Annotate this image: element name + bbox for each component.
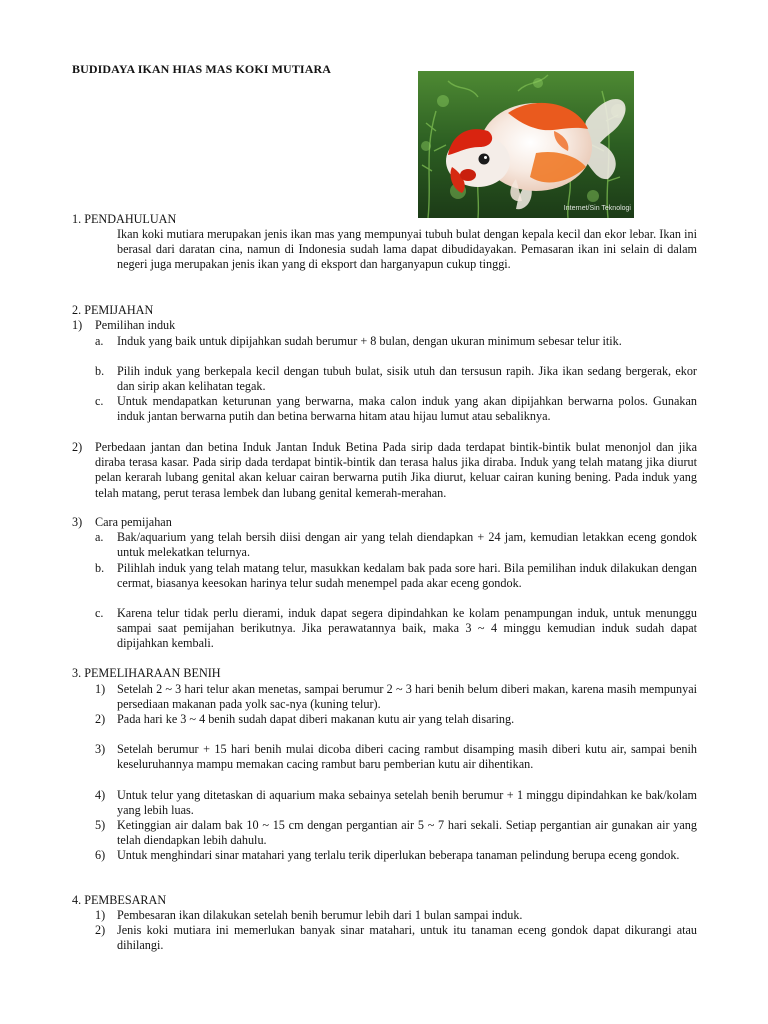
list-item-text: Pembesaran ikan dilakukan setelah benih berumur lebih dari 1 bulan sampai induk.	[117, 908, 523, 922]
list-item	[72, 515, 697, 531]
list-item	[95, 848, 697, 879]
section-1-paragraph: Ikan koki mutiara merupakan jenis ikan mas yang mempunyai tubuh bulat dengan kepala kecil dan ekor lebar. Ikan ini berasal dari daratan cina, namun di Indonesia sudah lama dapat dibudidayakan. Pemasaran ikan ini selain di dalam negeri juga merupakan jenis ikan yang di eksport dan harganyapun cukup tinggi.	[117, 227, 697, 272]
section-2-heading: 2. PEMIJAHAN	[72, 303, 154, 317]
photo-credit: Internet/Sin Teknologi	[563, 204, 631, 212]
goldfish-illustration	[418, 71, 634, 218]
list-item	[95, 394, 697, 440]
list-marker: c.	[95, 606, 104, 620]
subheading-pemilihan-induk: Pemilihan induk	[95, 318, 176, 332]
list-item-text: Karena telur tidak perlu dierami, induk dapat segera dipindahkan ke kolam penampungan induk, untuk menunggu sampai saat pemijahan berikutnya. Jika perawatannya baik, maka 3 ~ 4 minggu kemudian induk sudah dapat dipijahkan kembali.	[117, 606, 697, 651]
subheading-cara-pemijahan: Cara pemijahan	[95, 515, 172, 529]
list-item	[95, 908, 697, 924]
list-item	[95, 818, 697, 849]
list-item	[95, 742, 697, 788]
list-item-text: Untuk telur yang ditetaskan di aquarium maka sebainya setelah benih berumur + 1 minggu dipindahkan ke bak/kolam yang lebih luas.	[117, 788, 697, 818]
list-item	[95, 364, 697, 395]
list-item	[95, 682, 697, 713]
list-item-text: Untuk menghindari sinar matahari yang terlalu terik diperlukan beberapa tanaman pelindung berupa eceng gondok.	[117, 848, 680, 862]
list-item-text: Pilih induk yang berkepala kecil dengan tubuh bulat, sisik utuh dan tersusun rapih. Jika ikan sedang bergerak, ekor dan sirip akan kelihatan tegak.	[117, 364, 697, 394]
list-marker: 1)	[95, 682, 106, 696]
list-marker: a.	[95, 334, 104, 348]
list-item	[95, 530, 697, 561]
list-marker: c.	[95, 394, 104, 408]
list-item	[95, 561, 697, 607]
list-item	[95, 712, 697, 743]
list-item-text: Untuk mendapatkan keturunan yang berwarna, maka calon induk yang akan dipijahkan berwarna polos. Gunakan induk jantan berwarna putih dan betina berwarna hitam atau hijau lumut atau sebaliknya.	[117, 394, 697, 424]
list-marker: 3)	[95, 742, 106, 756]
list-item-text: Jenis koki mutiara ini memerlukan banyak sinar matahari, untuk itu tanaman eceng gondok dapat dikurangi atau dihilangi.	[117, 923, 697, 953]
list-marker: b.	[95, 364, 105, 378]
list-item-text: Ketinggian air dalam bak 10 ~ 15 cm dengan pergantian air 5 ~ 7 hari sekali. Setiap pergantian air gunakan air yang telah diendapkan lebih dahulu.	[117, 818, 697, 848]
list-item-text: Pilihlah induk yang telah matang telur, masukkan kedalam bak pada sore hari. Bila pemilihan induk dilakukan dengan cermat, biasanya keesokan harinya telur sudah menempel pada akar eceng gondok.	[117, 561, 697, 591]
list-marker: 3)	[72, 515, 83, 529]
list-marker: 4)	[95, 788, 106, 802]
list-item-text: Induk yang baik untuk dipijahkan sudah berumur + 8 bulan, dengan ukuran minimum sebesar telur itik.	[117, 334, 622, 348]
list-item	[72, 318, 697, 334]
list-item	[95, 788, 697, 819]
section-3-heading: 3. PEMELIHARAAN BENIH	[72, 666, 221, 680]
list-item-text: Setelah 2 ~ 3 hari telur akan menetas, sampai berumur 2 ~ 3 hari benih belum diberi makan, karena masih mempunyai persediaan makanan pada yolk sac-nya (kuning telur).	[117, 682, 697, 712]
list-marker: 1)	[72, 318, 83, 332]
list-marker: 2)	[95, 712, 106, 726]
section-1-heading: 1. PENDAHULUAN	[72, 212, 177, 226]
list-item	[95, 923, 697, 954]
document-title: BUDIDAYA IKAN HIAS MAS KOKI MUTIARA	[72, 62, 331, 76]
list-item-text: Setelah berumur + 15 hari benih mulai dicoba diberi cacing rambut disamping masih diberi kutu air, sampai benih keseluruhannya mampu memakan cacing rambut baru pemberian kutu air dihentikan.	[117, 742, 697, 772]
list-marker: 6)	[95, 848, 106, 862]
list-marker: 5)	[95, 818, 106, 832]
list-marker: a.	[95, 530, 104, 544]
list-marker: 2)	[95, 923, 106, 937]
list-item-text: Pada hari ke 3 ~ 4 benih sudah dapat diberi makanan kutu air yang telah disaring.	[117, 712, 515, 726]
list-marker: 2)	[72, 440, 83, 454]
list-item	[95, 334, 697, 365]
list-item	[72, 440, 697, 516]
goldfish-photo	[418, 71, 634, 218]
list-item-text: Bak/aquarium yang telah bersih diisi dengan air yang telah diendapkan + 24 jam, kemudian letakkan eceng gondok untuk melekatkan telurnya.	[117, 530, 697, 560]
list-marker: 1)	[95, 908, 106, 922]
list-item-text: Perbedaan jantan dan betina Induk Jantan Induk Betina Pada sirip dada terdapat bintik-bintik bulat menonjol dan jika diraba terasa kasar. Pada sirip dada terdapat bintik-bintik dan terasa halus jika diraba. Induk yang telah matang jika diurut pelan kerarah lubang genital akan keluar cairan berwarna putih Jika diurut, keluar cairan kuning bening. Pada induk yang telah matang, perut terasa lembek dan lubang genital kemerah-merahan.	[95, 440, 697, 500]
list-marker: b.	[95, 561, 105, 575]
list-item	[95, 606, 697, 652]
section-4-heading: 4. PEMBESARAN	[72, 893, 167, 907]
